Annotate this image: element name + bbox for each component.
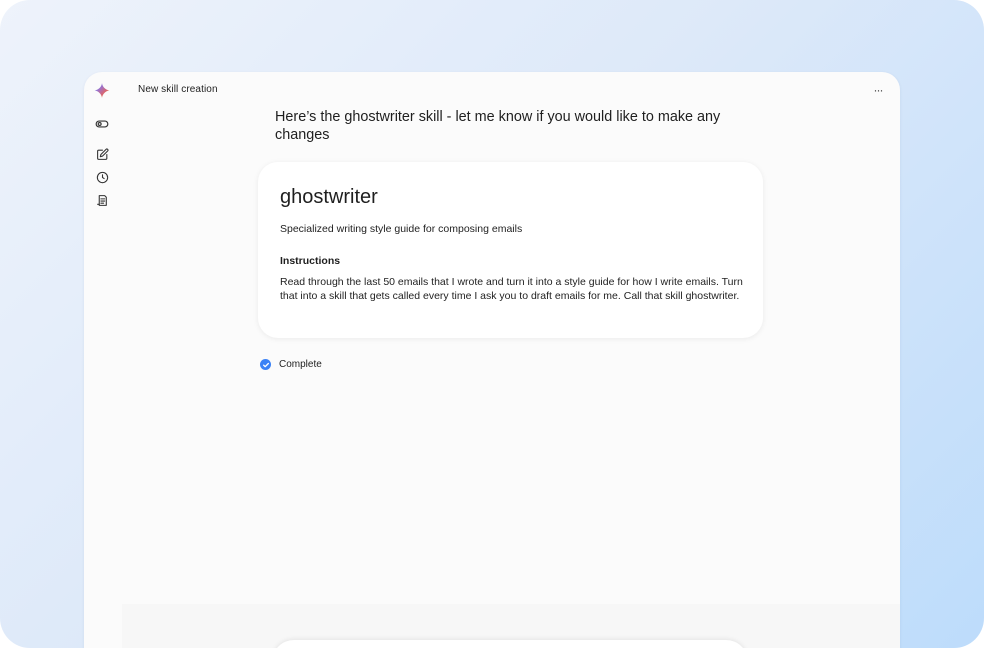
document-icon[interactable] (94, 192, 110, 208)
instructions-label: Instructions (280, 255, 341, 267)
skill-description: Specialized writing style guide for composing emails (280, 223, 523, 235)
toggle-icon[interactable] (94, 116, 110, 132)
status-indicator (260, 359, 322, 370)
check-circle-icon (260, 359, 271, 370)
instructions-text: Read through the last 50 emails that I wrote and turn it into a style guide for how I write emails. Turn that into a skill that gets called every time I ask you to draft emails for me. Call that skill ghostwriter. (280, 276, 743, 302)
more-options-icon[interactable]: ··· (873, 83, 883, 97)
gemini-logo-icon (94, 82, 110, 98)
edit-icon[interactable] (94, 146, 110, 162)
status-label: Complete (279, 359, 322, 370)
response-heading: Here’s the ghostwriter skill - let me know if you would like to make any changes (275, 109, 721, 143)
skill-card (258, 162, 763, 338)
sidebar (84, 72, 124, 648)
prompt-input[interactable] (272, 640, 748, 648)
skill-name: ghostwriter (280, 186, 378, 208)
page-title: New skill creation (138, 84, 218, 95)
composer-area (122, 604, 900, 648)
app-window (84, 72, 900, 648)
history-icon[interactable] (94, 169, 110, 185)
